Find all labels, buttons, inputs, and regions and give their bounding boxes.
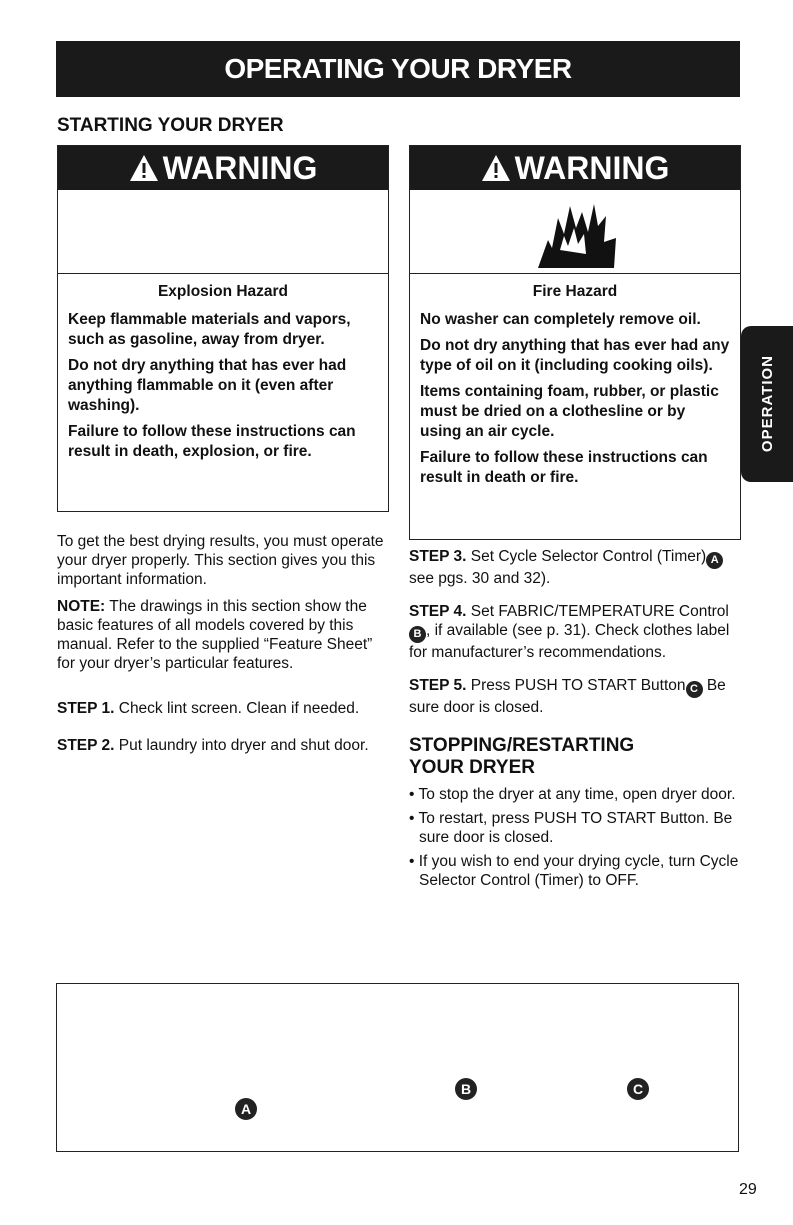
fire-illustration-area [410,190,740,274]
hazard-title: Fire Hazard [532,283,618,300]
warning-line: Do not dry anything that has ever had anything flammable on it (even after washing). [68,357,347,414]
list-item: • To restart, press PUSH TO START Button. Be sure door is closed. [409,810,733,846]
note-text: The drawings in this section show the basic features of all models covered by this manual. Refer to the supplied “Feature Sheet” for your dryer’s particular features. [57,598,373,672]
stopping-title-line-2: YOUR DRYER [409,757,535,778]
left-column-text [57,532,387,755]
step-5-text-b: Be sure door is closed. [409,677,726,716]
control-panel-figure [56,983,739,1152]
marker-b-icon: B [409,626,426,643]
step-1 [57,699,387,718]
warning-line: Failure to follow these instructions can result in death, explosion, or fire. [68,423,356,460]
marker-c-icon: C [686,681,703,698]
step-3-text-a: Set Cycle Selector Control (Timer) [466,548,707,565]
note-paragraph [57,597,387,673]
stopping-list [409,785,741,890]
step-5-label: STEP 5. [409,677,467,694]
warning-illustration-area [58,190,388,274]
step-4-text-b: , if available (see p. 31). Check clothes label for manufacturer’s recommendations. [409,622,730,661]
chapter-title: OPERATING YOUR DRYER [224,53,572,84]
warning-line: No washer can completely remove oil. [420,311,701,328]
step-2 [57,736,387,755]
warning-line: Keep flammable materials and vapors, such as gasoline, away from dryer. [68,311,351,348]
section-side-tab [741,326,793,482]
note-label: NOTE: [57,598,106,615]
step-4-label: STEP 4. [409,603,467,620]
warning-box-fire [409,145,741,540]
step-2-text: Put laundry into dryer and shut door. [114,737,369,754]
warning-triangle-icon [481,153,511,183]
warning-line: Items containing foam, rubber, or plastic must be dried on a clothesline or by using an air cycle. [420,383,719,440]
step-5 [409,676,741,717]
figure-marker-c: C [627,1078,649,1100]
warning-triangle-icon [129,153,159,183]
warning-line: Failure to follow these instructions can result in death or fire. [420,449,708,486]
section-title: STARTING YOUR DRYER [57,115,284,136]
warning-heading: WARNING [514,149,670,186]
step-1-text: Check lint screen. Clean if needed. [114,700,360,717]
step-3-text-b: see pgs. 30 and 32). [409,570,551,587]
right-column-text [409,547,741,895]
list-item: • If you wish to end your drying cycle, turn Cycle Selector Control (Timer) to OFF. [409,853,739,889]
warning-header [58,146,388,190]
stopping-title [409,735,741,779]
step-3 [409,547,741,588]
step-1-label: STEP 1. [57,700,115,717]
step-5-text-a: Press PUSH TO START Button [466,677,686,694]
figure-marker-a: A [235,1098,257,1120]
list-item: • To stop the dryer at any time, open dryer door. [409,786,736,803]
step-4 [409,602,741,662]
warning-text [410,274,740,500]
step-3-label: STEP 3. [409,548,467,565]
side-tab-label: OPERATION [758,355,776,453]
warning-heading: WARNING [162,149,318,186]
warning-header [410,146,740,190]
warning-line: Do not dry anything that has ever had any type of oil on it (including cooking oils). [420,337,730,374]
marker-a-icon: A [706,552,723,569]
intro-paragraph: To get the best drying results, you must operate your dryer properly. This section gives you this important information. [57,533,384,588]
hazard-title: Explosion Hazard [157,283,289,300]
warning-box-explosion [57,145,389,512]
step-2-label: STEP 2. [57,737,115,754]
fire-icon [534,198,620,270]
step-4-text-a: Set FABRIC/TEMPERATURE Control [466,603,729,620]
page-number: 29 [739,1181,757,1198]
chapter-header [56,41,740,97]
warning-text [58,274,388,474]
figure-marker-b: B [455,1078,477,1100]
stopping-title-line-1: STOPPING/RESTARTING [409,735,635,756]
